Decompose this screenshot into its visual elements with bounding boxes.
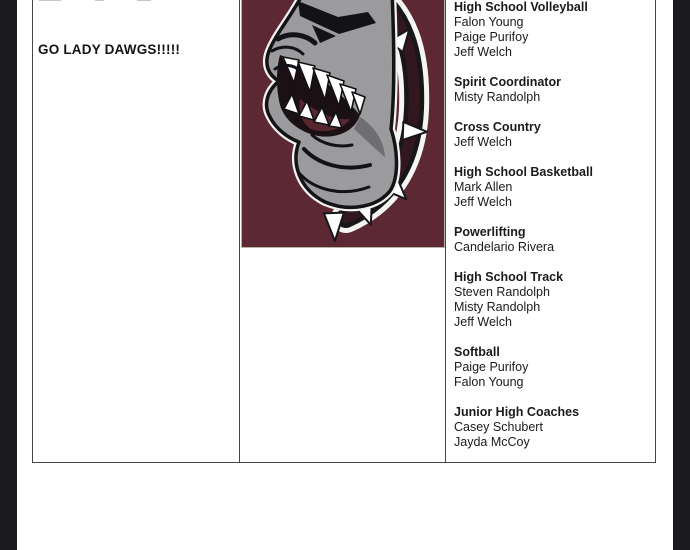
coach-section-junior-high [454, 405, 647, 450]
coach-name: Jeff Welch [454, 45, 512, 59]
coach-name: Steven Randolph [454, 285, 550, 299]
sport-title: Cross Country [454, 120, 541, 134]
coach-name: Jeff Welch [454, 135, 512, 149]
coach-section-basketball [454, 165, 647, 210]
cropped-text-remnant [39, 0, 61, 1]
coach-name: Jeff Welch [454, 195, 512, 209]
coach-section-volleyball [454, 0, 647, 60]
coach-name: Misty Randolph [454, 300, 541, 314]
coach-section-cross-country [454, 120, 647, 150]
bulldog-mascot-art [242, 0, 444, 247]
coach-section-softball [454, 345, 647, 390]
coach-name: Falon Young [454, 15, 524, 29]
coaches-column [446, 0, 655, 462]
coach-name: Casey Schubert [454, 420, 543, 434]
cropped-text-remnant [95, 0, 104, 1]
sport-title: High School Track [454, 270, 564, 284]
go-lady-dawgs-text: GO LADY DAWGS!!!!! [38, 42, 181, 57]
spirit-column [33, 0, 240, 462]
sport-title: Powerlifting [454, 225, 526, 239]
coach-section-spirit [454, 75, 647, 105]
mascot-column [240, 0, 446, 462]
sport-title: High School Basketball [454, 165, 593, 179]
coach-name: Paige Purifoy [454, 30, 529, 44]
sport-title: Softball [454, 345, 500, 359]
coach-section-powerlifting [454, 225, 647, 255]
coach-name: Jeff Welch [454, 315, 512, 329]
coach-name: Jayda McCoy [454, 435, 530, 449]
left-letterbox-bar [0, 0, 17, 550]
coaches-table [32, 0, 656, 463]
right-letterbox-bar [673, 0, 690, 550]
coach-name: Misty Randolph [454, 90, 541, 104]
bulldog-mascot-image [241, 0, 445, 248]
coach-name: Candelario Rivera [454, 240, 555, 254]
sport-title: High School Volleyball [454, 0, 588, 14]
cropped-text-remnant [137, 0, 151, 1]
sport-title: Junior High Coaches [454, 405, 580, 419]
coach-name: Paige Purifoy [454, 360, 529, 374]
coach-name: Falon Young [454, 375, 524, 389]
sport-title: Spirit Coordinator [454, 75, 561, 89]
coach-name: Mark Allen [454, 180, 513, 194]
coach-section-track [454, 270, 647, 330]
